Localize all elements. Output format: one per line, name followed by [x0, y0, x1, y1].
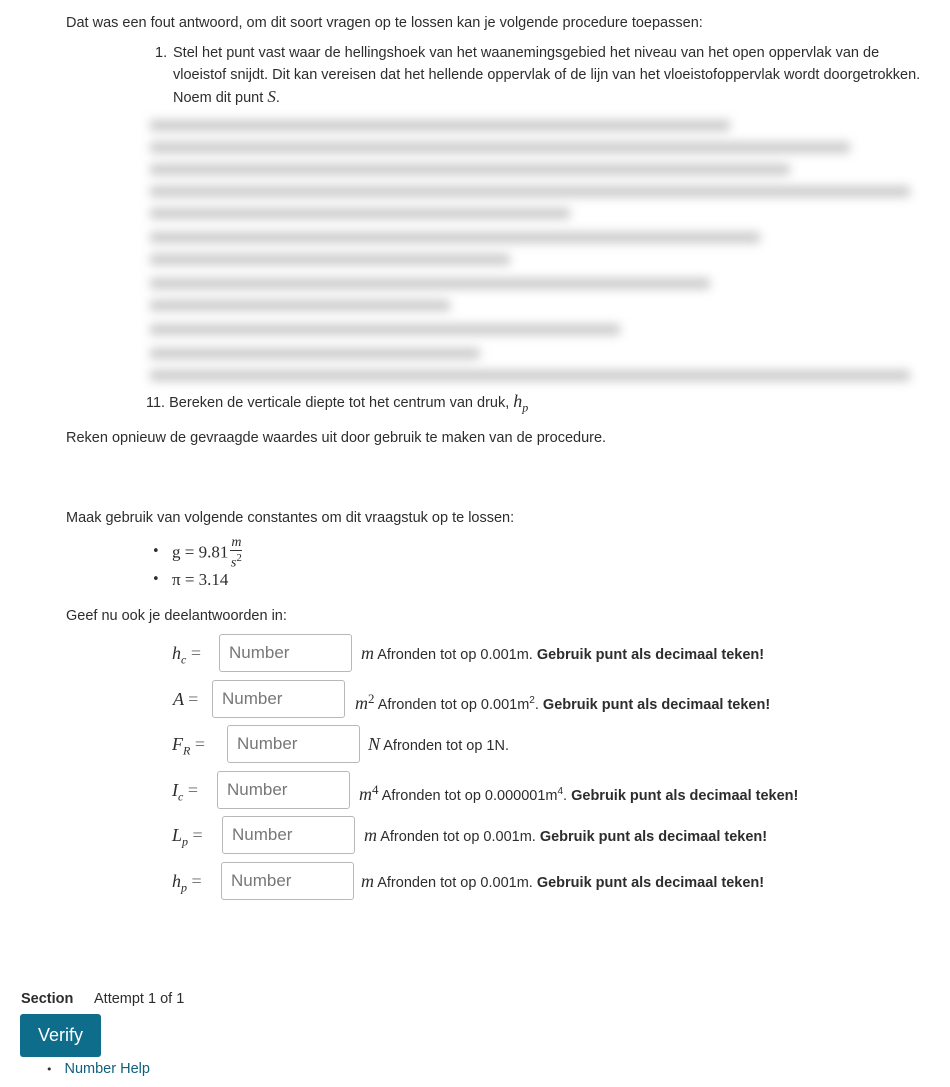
- answer-row-hp: [0, 862, 950, 900]
- fr-input[interactable]: [227, 725, 360, 763]
- answer-row-hc: [0, 634, 950, 672]
- feedback-intro: Dat was een fout antwoord, om dit soort vragen op te lossen kan je volgende procedure toepassen:: [66, 15, 703, 31]
- fr-unit-note: N Afronden tot op 1N.: [368, 734, 509, 754]
- constant-g: • g = 9.81 $\frac{m}{s^2}$: [152, 535, 242, 571]
- redo-instruction: Reken opnieuw de gevraagde waardes uit door gebruik te maken van de procedure.: [66, 430, 607, 446]
- lp-label: $L_p$ =: [172, 825, 203, 849]
- lp-input[interactable]: [222, 816, 355, 854]
- hp-unit-note: m Afronden tot op 0.001m. Gebruik punt als decimaal teken!: [361, 871, 765, 891]
- answer-row-lp: [0, 816, 950, 854]
- answer-row-fr: [0, 725, 950, 763]
- lp-unit-note: m Afronden tot op 0.001m. Gebruik punt als decimaal teken!: [364, 825, 768, 845]
- hp-symbol: $h_p$: [513, 391, 529, 415]
- bullet-icon: •: [46, 1063, 53, 1076]
- constant-pi: • π = 3.14: [152, 570, 229, 589]
- constants-list: [150, 535, 242, 591]
- point-symbol: S: [267, 87, 276, 106]
- constants-intro: Maak gebruik van volgende constantes om dit vraagstuk op te lossen:: [66, 510, 515, 526]
- procedure-steps: [146, 42, 936, 109]
- hc-input[interactable]: [219, 634, 352, 672]
- hc-unit-note: m Afronden tot op 0.001m. Gebruik punt als decimaal teken!: [361, 643, 765, 663]
- ic-label: $I_c$ =: [172, 780, 198, 804]
- step-number: 1.: [155, 45, 168, 61]
- procedure-step-11: [146, 392, 528, 417]
- hc-label: $h_c$ =: [172, 643, 201, 667]
- step-number: 11.: [146, 395, 166, 411]
- attempt-counter: Attempt 1 of 1: [94, 991, 185, 1007]
- subanswers-intro: Geef nu ook je deelantwoorden in:: [66, 608, 287, 624]
- step-text: Stel het punt vast waar de hellingshoek van het waanemingsgebied het niveau van het open oppervlak van de vloeistof snijdt. Dit kan vereisen dat het hellende oppervlak of de lijn van het vloeistofoppervlak wordt doorgetrokken. Noem dit punt: [173, 45, 921, 106]
- blurred-steps: [140, 112, 935, 390]
- hp-input[interactable]: [221, 862, 354, 900]
- verify-button[interactable]: Verify: [20, 1014, 101, 1057]
- fr-label: $F_R$ =: [172, 734, 205, 758]
- answer-row-ic: [0, 771, 950, 809]
- step-text: Bereken de verticale diepte tot het centrum van druk,: [169, 395, 510, 411]
- hp-label: $h_p$ =: [172, 871, 202, 895]
- procedure-step-1: 1. Stel het punt vast waar de hellingshoek van het waanemingsgebied het niveau van het open oppervlak van de vloeistof snijdt. Dit kan vereisen dat het hellende oppervlak of de lijn van het vloeistofoppervlak wordt doorgetrokken. Noem dit punt S.: [146, 42, 936, 109]
- answer-row-a: [0, 680, 950, 718]
- a-input[interactable]: [212, 680, 345, 718]
- section-label: Section: [21, 991, 74, 1007]
- number-help-link[interactable]: Number Help: [64, 1061, 150, 1077]
- g-unit-fraction: $\frac{m}{s^2}$: [230, 535, 242, 571]
- ic-input[interactable]: [217, 771, 350, 809]
- ic-unit-note: $m^4$ Afronden tot op $0.000001m^4$. Gebruik punt als decimaal teken!: [359, 782, 799, 804]
- a-unit-note: $m^2$ Afronden tot op $0.001m^2$. Gebruik punt als decimaal teken!: [355, 691, 771, 713]
- a-label: A =: [173, 689, 199, 709]
- help-list: [46, 1061, 150, 1077]
